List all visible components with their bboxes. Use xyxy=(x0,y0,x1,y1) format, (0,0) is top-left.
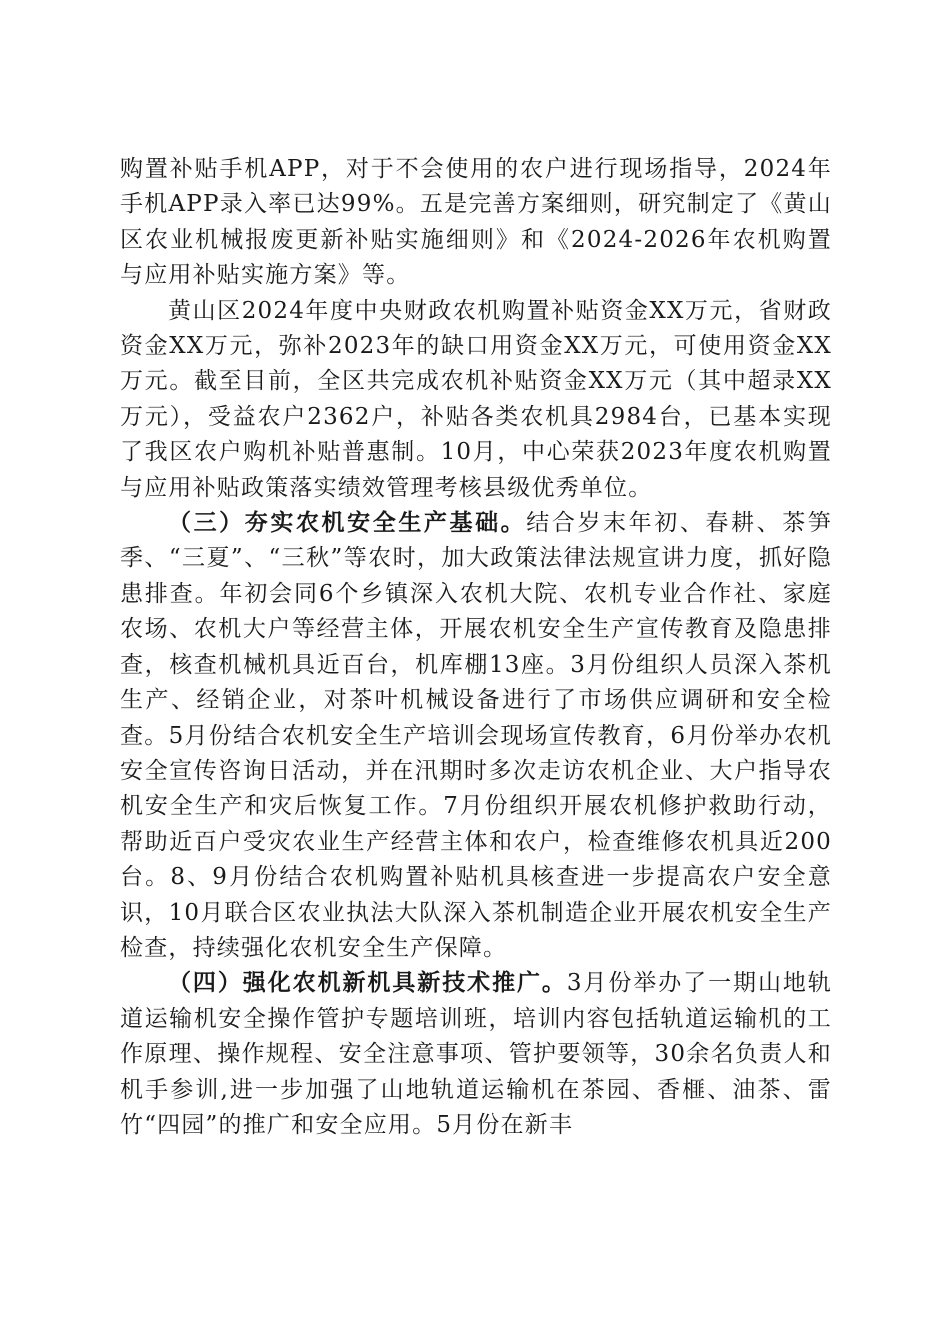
paragraph-3 xyxy=(120,506,832,966)
paragraph-4-text: 3月份举办了一期山地轨道运输机安全操作管护专题培训班，培训内容包括轨道运输机的工作原理、操作规程、安全注意事项、管护要领等，30余名负责人和机手参训,进一步加强了山地轨道运输机在茶园、香榧、油茶、雷竹“四园”的推广和安全应用。5月份在新丰 xyxy=(120,970,832,1138)
paragraph-2 xyxy=(120,294,832,506)
paragraph-1-text: 购置补贴手机APP，对于不会使用的农户进行现场指导，2024年手机APP录入率已达99%。五是完善方案细则，研究制定了《黄山区农业机械报废更新补贴实施细则》和《2024-2026年农机购置与应用补贴实施方案》等。 xyxy=(120,156,832,289)
document-body xyxy=(120,152,832,1143)
paragraph-2-text: 黄山区2024年度中央财政农机购置补贴资金XX万元，省财政资金XX万元，弥补2023年的缺口用资金XX万元，可使用资金XX万元。截至目前，全区共完成农机补贴资金XX万元（其中超录XX万元），受益农户2362户，补贴各类农机具2984台，已基本实现了我区农户购机补贴普惠制。10月，中心荣获2023年度农机购置与应用补贴政策落实绩效管理考核县级优秀单位。 xyxy=(120,297,832,501)
paragraph-3-text: 结合岁末年初、春耕、茶笋季、“三夏”、“三秋”等农时，加大政策法律法规宣讲力度，抓好隐患排查。年初会同6个乡镇深入农机大院、农机专业合作社、家庭农场、农机大户等经营主体，开展农机安全生产宣传教育及隐患排查，核查机械机具近百台，机库棚13座。3月份组织人员深入茶机生产、经销企业，对茶叶机械设备进行了市场供应调研和安全检查。5月份结合农机安全生产培训会现场宣传教育，6月份举办农机安全宣传咨询日活动，并在汛期时多次走访农机企业、大户指导农机安全生产和灾后恢复工作。7月份组织开展农机修护救助行动，帮助近百户受灾农业生产经营主体和农户，检查维修农机具近200台。8、9月份结合农机购置补贴机具核查进一步提高农户安全意识，10月联合区农业执法大队深入茶机制造企业开展农机安全生产检查，持续强化农机安全生产保障。 xyxy=(120,510,832,961)
paragraph-1 xyxy=(120,152,832,294)
paragraph-4-heading: （四）强化农机新机具新技术推广。 xyxy=(168,970,567,997)
paragraph-3-heading: （三）夯实农机安全生产基础。 xyxy=(168,510,527,537)
paragraph-4 xyxy=(120,966,832,1143)
